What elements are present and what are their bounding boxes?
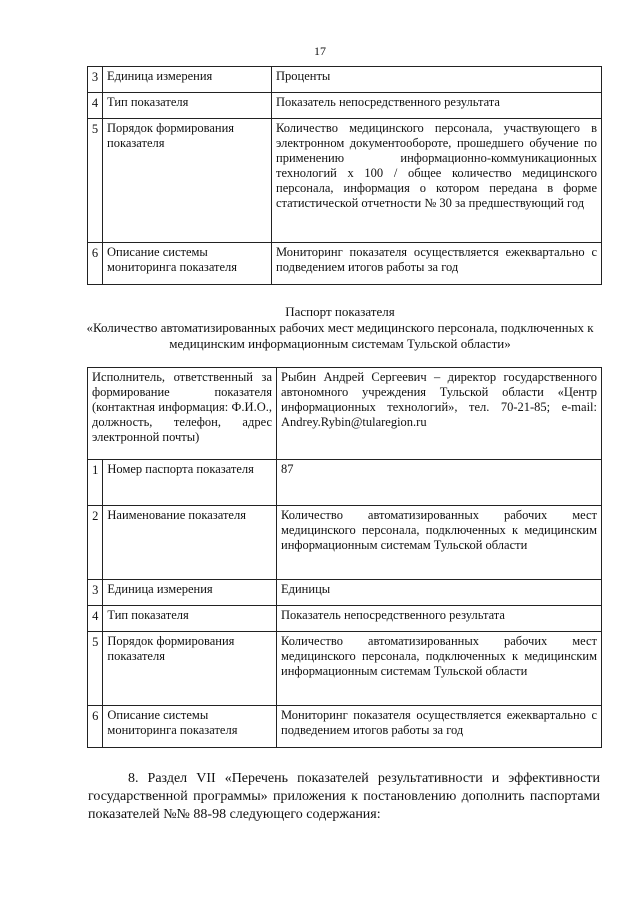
table-row [88, 119, 602, 243]
table-row [88, 368, 602, 460]
row-number: 3 [88, 580, 103, 606]
table-row [88, 606, 602, 632]
row-number: 6 [88, 706, 103, 748]
row-value: Количество медицинского персонала, участвующего в электронном документообороте, прошедшего обучение по применению информационно-коммуникационных технологий х 100 / общее количество медицинского персонала, информация о котором передана в форме статистической отчетности № 30 за предшествующий год [272, 119, 602, 243]
table-row [88, 67, 602, 93]
row-value: Показатель непосредственного результата [277, 606, 602, 632]
row-label: Тип показателя [103, 93, 272, 119]
row-value: Количество автоматизированных рабочих мест медицинского персонала, подключенных к медицинским информационным системам Тульской области [277, 506, 602, 580]
executor-value: Рыбин Андрей Сергеевич – директор государственного автономного учреждения Тульской области «Центр информационных технологий», тел. 70-21-85; e-mail: Andrey.Rybin@tularegion.ru [277, 368, 602, 460]
row-number: 4 [88, 606, 103, 632]
table-row [88, 632, 602, 706]
row-label: Описание системы мониторинга показателя [103, 706, 277, 748]
row-number: 1 [88, 460, 103, 506]
row-value: Единицы [277, 580, 602, 606]
row-label: Описание системы мониторинга показателя [103, 243, 272, 285]
row-number: 4 [88, 93, 103, 119]
row-number: 3 [88, 67, 103, 93]
executor-label: Исполнитель, ответственный за формирование показателя (контактная информация: Ф.И.О., должность, телефон, адрес электронной почты) [88, 368, 277, 460]
table-row [88, 580, 602, 606]
passport-table [87, 367, 602, 748]
row-value: Проценты [272, 67, 602, 93]
table-row [88, 706, 602, 748]
row-label: Порядок формирования показателя [103, 632, 277, 706]
row-label: Единица измерения [103, 67, 272, 93]
passport-subtitle: «Количество автоматизированных рабочих мест медицинского персонала, подключенных к медицинским информационным системам Тульской области» [86, 320, 594, 351]
row-value: 87 [277, 460, 602, 506]
closing-paragraph: 8. Раздел VII «Перечень показателей результативности и эффективности государственной программы» приложения к постановлению дополнить паспортами показателей №№ 88-98 следующего содержания: [88, 771, 600, 822]
row-number: 5 [88, 632, 103, 706]
row-label: Номер паспорта показателя [103, 460, 277, 506]
row-label: Тип показателя [103, 606, 277, 632]
row-label: Порядок формирования показателя [103, 119, 272, 243]
table-row [88, 243, 602, 285]
row-value: Мониторинг показателя осуществляется ежеквартально с подведением итогов работы за год [272, 243, 602, 285]
row-label: Единица измерения [103, 580, 277, 606]
page-number: 17 [314, 44, 326, 58]
table-row [88, 93, 602, 119]
row-value: Мониторинг показателя осуществляется ежеквартально с подведением итогов работы за год [277, 706, 602, 748]
passport-heading: Паспорт показателя [285, 304, 395, 319]
table-row [88, 506, 602, 580]
row-value: Показатель непосредственного результата [272, 93, 602, 119]
row-label: Наименование показателя [103, 506, 277, 580]
row-value: Количество автоматизированных рабочих мест медицинского персонала, подключенных к медицинским информационным системам Тульской области [277, 632, 602, 706]
indicator-table-continued [87, 66, 602, 285]
row-number: 6 [88, 243, 103, 285]
table-row [88, 460, 602, 506]
row-number: 5 [88, 119, 103, 243]
row-number: 2 [88, 506, 103, 580]
